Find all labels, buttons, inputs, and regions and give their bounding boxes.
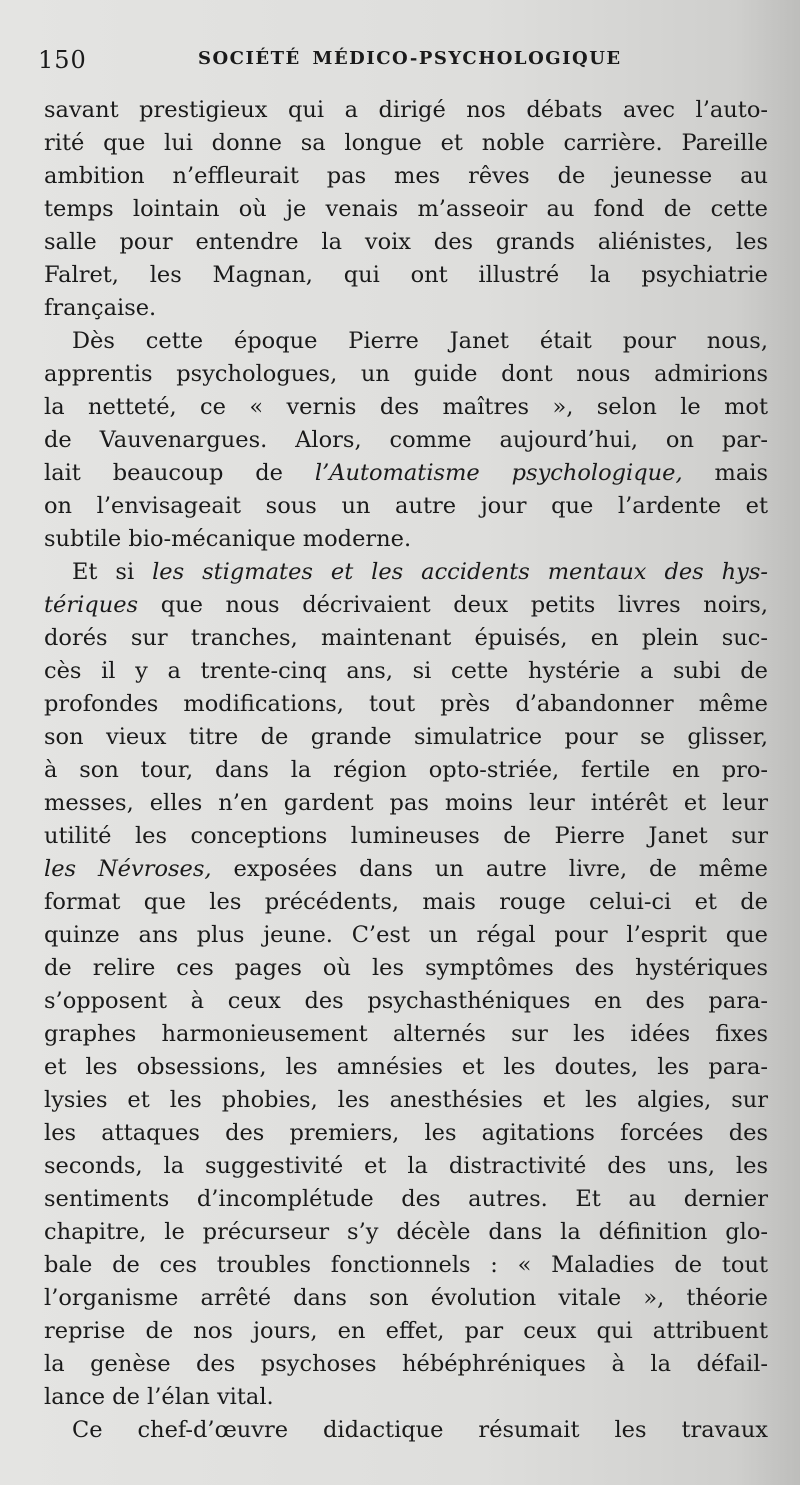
text-line — [44, 853, 768, 886]
text-line: ambition n’effleurait pas mes rêves de jeunesse au — [44, 163, 768, 189]
page-number: 150 — [38, 46, 87, 74]
text-line: de relire ces pages où les symptômes des hystériques — [44, 955, 768, 981]
text-segment: Et si — [72, 559, 153, 585]
text-segment: lait beaucoup de — [44, 460, 315, 486]
text-line: à son tour, dans la région opto-striée, fertile en pro- — [44, 757, 768, 783]
text-line: rité que lui donne sa longue et noble carrière. Pareille — [44, 130, 768, 156]
text-line: subtile bio-mécanique moderne. — [44, 526, 412, 552]
text-line: dorés sur tranches, maintenant épuisés, en plein suc- — [44, 625, 768, 651]
italic-title: l’Automatisme psychologique, — [314, 460, 683, 486]
text-segment: que nous décrivaient deux petits livres noirs, — [138, 592, 768, 618]
text-line: Ce chef-d’œuvre didactique résumait les travaux — [72, 1417, 768, 1443]
text-line: salle pour entendre la voix des grands aliénistes, les — [44, 229, 768, 255]
text-line: son vieux titre de grande simulatrice pour se glisser, — [44, 724, 768, 750]
text-segment: mais — [682, 460, 768, 486]
text-line: de Vauvenargues. Alors, comme aujourd’hui, on par- — [44, 427, 768, 453]
text-line: s’opposent à ceux des psychasthéniques en des para- — [44, 988, 768, 1014]
text-line: cès il y a trente-cinq ans, si cette hystérie a subi de — [44, 658, 768, 684]
text-line: savant prestigieux qui a dirigé nos débats avec l’auto- — [44, 97, 768, 123]
body-text — [44, 94, 768, 1447]
text-line: seconds, la suggestivité et la distractivité des uns, les — [44, 1153, 768, 1179]
text-line: les attaques des premiers, les agitations forcées des — [44, 1120, 768, 1146]
italic-title: les Névroses, — [44, 856, 212, 882]
text-line: messes, elles n’en gardent pas moins leur intérêt et leur — [44, 790, 768, 816]
text-line — [44, 457, 768, 490]
text-line: l’organisme arrêté dans son évolution vitale », théorie — [44, 1285, 768, 1311]
text-line: quinze ans plus jeune. C’est un régal pour l’esprit que — [44, 922, 768, 948]
text-line: chapitre, le précurseur s’y décèle dans la définition glo- — [44, 1219, 768, 1245]
text-line: et les obsessions, les amnésies et les doutes, les para- — [44, 1054, 768, 1080]
text-segment: exposées dans un autre livre, de même — [211, 856, 768, 882]
text-line: utilité les conceptions lumineuses de Pierre Janet sur — [44, 823, 768, 849]
text-line: lysies et les phobies, les anesthésies et les algies, sur — [44, 1087, 768, 1113]
text-line: lance de l’élan vital. — [44, 1384, 274, 1410]
text-line: française. — [44, 295, 157, 321]
text-line: temps lointain où je venais m’asseoir au fond de cette — [44, 196, 768, 222]
text-line — [44, 589, 768, 622]
text-line: sentiments d’incomplétude des autres. Et au dernier — [44, 1186, 768, 1212]
text-line: on l’envisageait sous un autre jour que l’ardente et — [44, 493, 768, 519]
text-line — [44, 556, 768, 589]
text-line: graphes harmonieusement alternés sur les idées fixes — [44, 1021, 768, 1047]
text-line: profondes modifications, tout près d’abandonner même — [44, 691, 768, 717]
text-line: format que les précédents, mais rouge celui-ci et de — [44, 889, 768, 915]
italic-title: tériques — [44, 592, 139, 618]
italic-title: les stigmates et les accidents mentaux des hys- — [152, 559, 768, 585]
text-line: reprise de nos jours, en effet, par ceux qui attribuent — [44, 1318, 768, 1344]
text-line: la netteté, ce « vernis des maîtres », selon le mot — [44, 394, 768, 420]
page-header — [0, 30, 800, 80]
text-line: Falret, les Magnan, qui ont illustré la psychiatrie — [44, 262, 768, 288]
text-line: la genèse des psychoses hébéphréniques à la défail- — [44, 1351, 768, 1377]
running-head: SOCIÉTÉ MÉDICO-PSYCHOLOGIQUE — [198, 48, 622, 69]
text-line: Dès cette époque Pierre Janet était pour nous, — [72, 328, 768, 354]
text-line: apprentis psychologues, un guide dont nous admirions — [44, 361, 768, 387]
text-line: bale de ces troubles fonctionnels : « Maladies de tout — [44, 1252, 768, 1278]
